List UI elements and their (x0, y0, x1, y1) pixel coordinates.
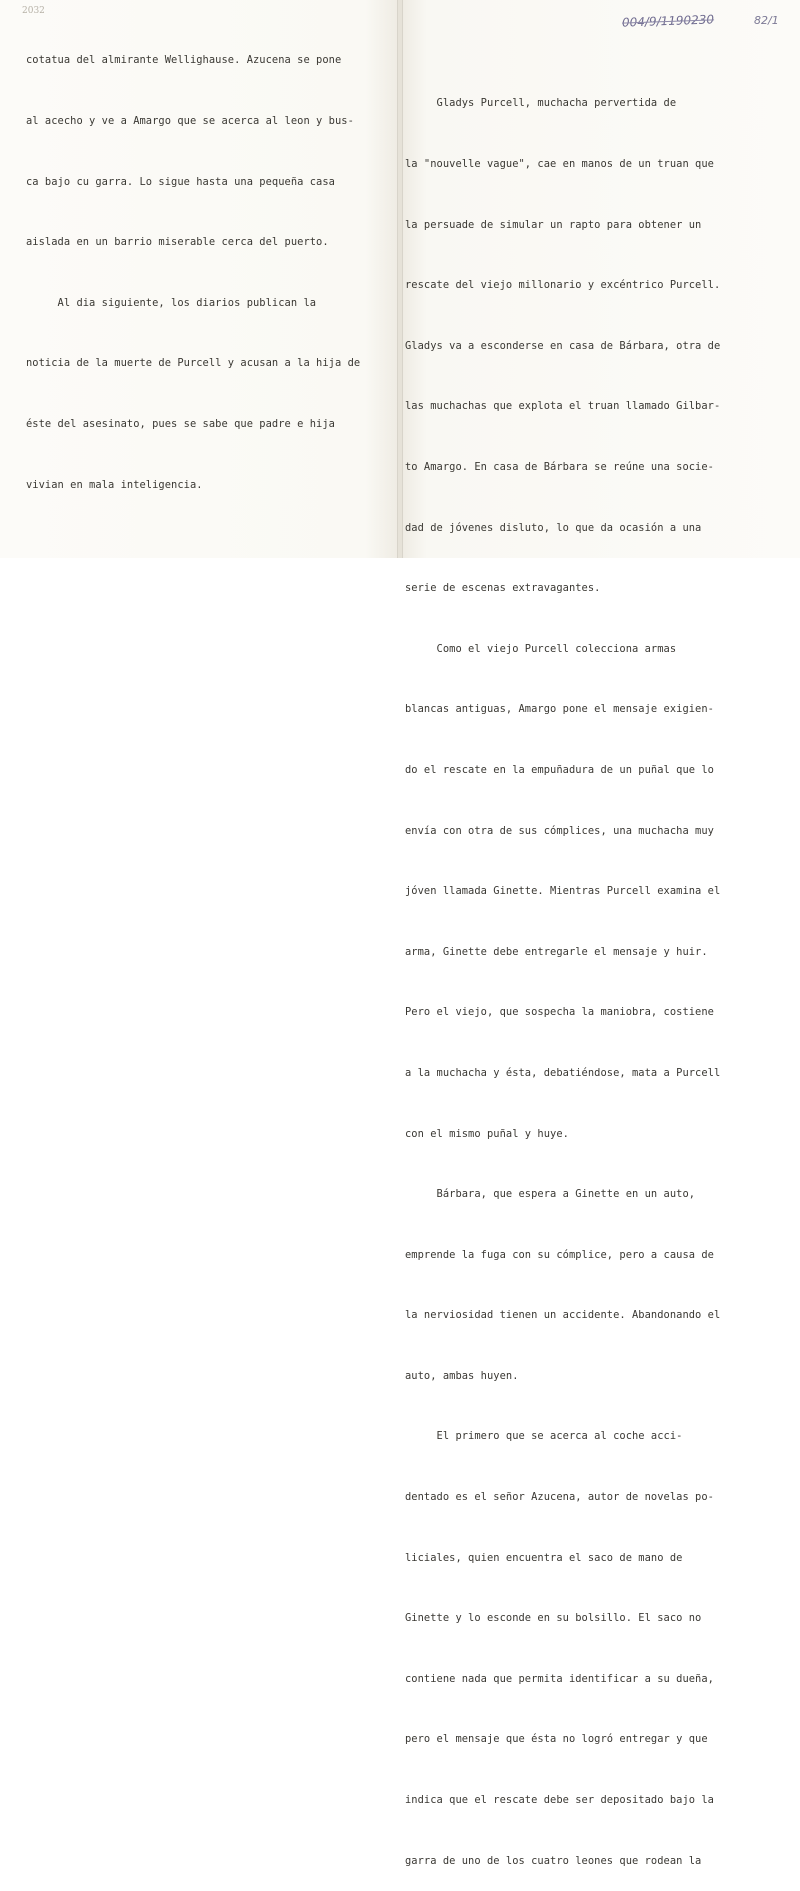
text-line: pero el mensaje que ésta no logró entregar y que (405, 1733, 708, 1746)
text-line: Ginette y lo esconde en su bolsillo. El saco no (405, 1612, 702, 1625)
text-line: rescate del viejo millonario y excéntrico Purcell. (405, 279, 721, 292)
text-line: contiene nada que permita identificar a su dueña, (405, 1672, 714, 1685)
text-line: to Amargo. En casa de Bárbara se reúne una socie- (405, 460, 714, 473)
text-line: la nerviosidad tienen un accidente. Abandonando el (405, 1309, 721, 1322)
text-line: Gladys Purcell, muchacha pervertida de (405, 97, 677, 110)
text-line: blancas antiguas, Amargo pone el mensaje exigien- (405, 703, 714, 716)
text-line: al acecho y ve a Amargo que se acerca al leon y bus- (26, 115, 354, 127)
text-line: las muchachas que explota el truan llamado Gilbar- (405, 400, 721, 413)
page-number: 82/1 (754, 14, 779, 27)
text-line: jóven llamada Ginette. Mientras Purcell examina el (405, 885, 721, 898)
text-line: serie de escenas extravagantes. (405, 582, 601, 595)
text-line: arma, Ginette debe entregarle el mensaje y huir. (405, 945, 708, 958)
text-line: dentado es el señor Azucena, autor de novelas po- (405, 1491, 714, 1504)
text-line: ca bajo cu garra. Lo sigue hasta una pequeña casa (26, 175, 335, 188)
pencil-mark: 2032 (22, 6, 45, 16)
text-line: do el rescate en la empuñadura de un puñal que lo (405, 763, 714, 776)
text-line: cotatua del almirante Wellighause. Azucena se pone (26, 54, 342, 67)
text-line: El primero que se acerca al coche acci- (405, 1430, 683, 1443)
text-line: garra de uno de los cuatro leones que rodean la (405, 1854, 702, 1867)
text-line: auto, ambas huyen. (405, 1369, 519, 1382)
text-line: Bárbara, que espera a Ginette en un auto, (405, 1188, 696, 1201)
text-line: aislada en un barrio miserable cerca del puerto. (26, 236, 329, 249)
archive-code: 004/9/1190230 (621, 12, 715, 30)
text-line: indica que el rescate debe ser depositado bajo la (405, 1794, 714, 1807)
text-line: Gladys va a esconderse en casa de Bárbara, otra de (405, 339, 721, 352)
text-line: noticia de la muerte de Purcell y acusan a la hija de (26, 357, 361, 370)
text-line: éste del asesinato, pues se sabe que padre e hija (26, 417, 335, 430)
right-page-text (405, 53, 720, 1891)
text-line: la "nouvelle vague", cae en manos de un truan que (405, 158, 714, 170)
text-line: liciales, quien encuentra el saco de mano de (405, 1551, 683, 1564)
text-line: a la muchacha y ésta, debatiéndose, mata a Purcell (405, 1066, 721, 1079)
text-line: vivian en mala inteligencia. (26, 478, 203, 491)
text-line: la persuade de simular un rapto para obtener un (405, 218, 702, 231)
text-line: Como el viejo Purcell colecciona armas (405, 642, 677, 655)
text-line: envía con otra de sus cómplices, una muchacha muy (405, 824, 714, 837)
text-line: dad de jóvenes disluto, lo que da ocasión a una (405, 521, 702, 534)
text-line: con el mismo puñal y huye. (405, 1127, 569, 1140)
left-page-text (26, 10, 360, 515)
text-line: Pero el viejo, que sospecha la maniobra, costiene (405, 1006, 714, 1019)
text-line: emprende la fuga con su cómplice, pero a causa de (405, 1248, 714, 1261)
text-line: Al dia siguiente, los diarios publican la (26, 296, 317, 309)
